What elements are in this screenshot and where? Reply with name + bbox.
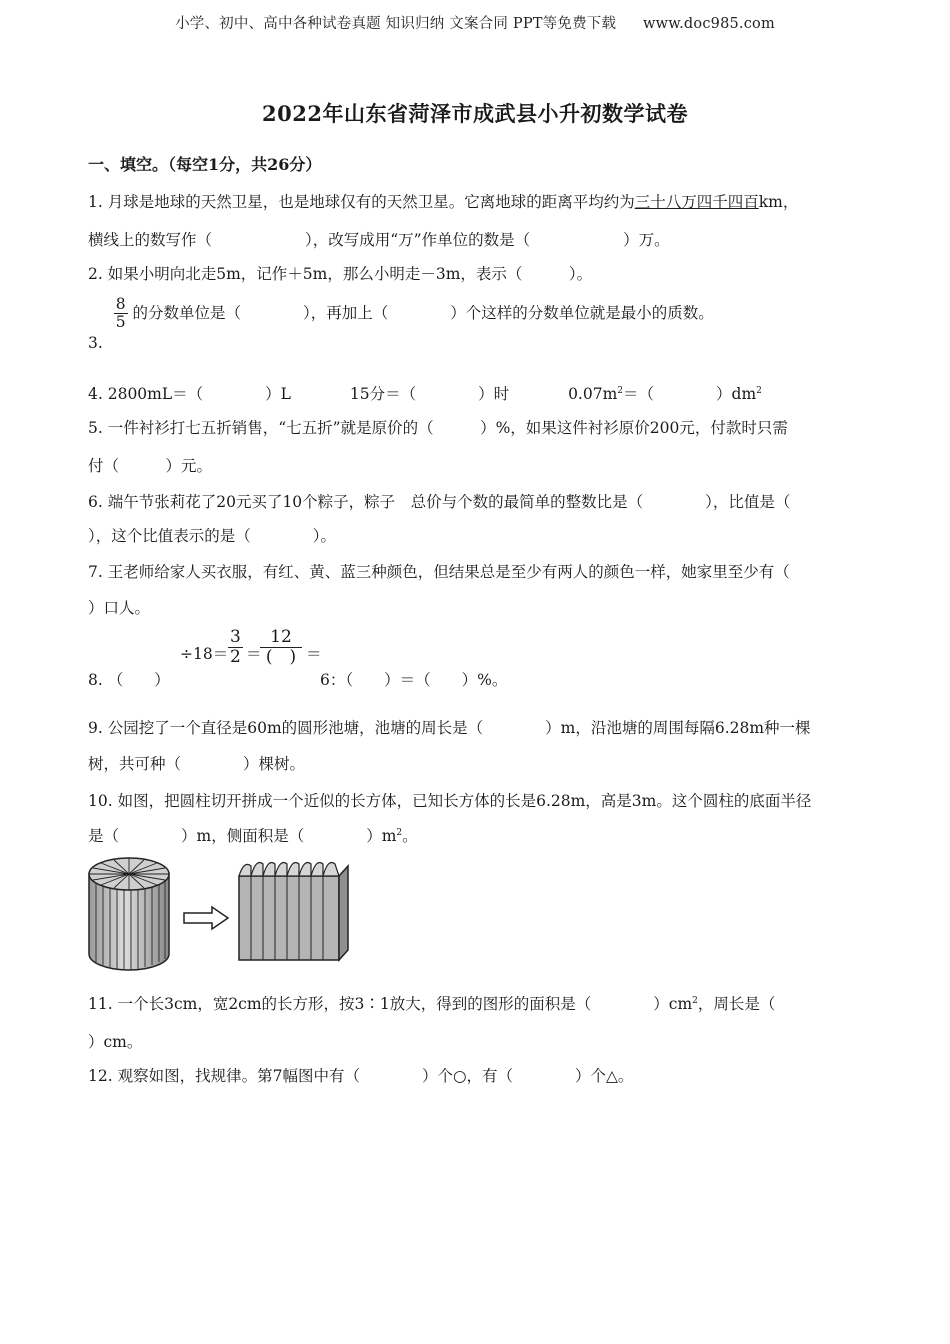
- q3-fraction-denominator: 5: [115, 313, 126, 332]
- q6-line-1: 6. 端午节张莉花了20元买了10个粽子，粽子 总价与个数的最简单的整数比是（ ），比值是（: [88, 493, 791, 511]
- q7-line-1: 7. 王老师给家人买衣服，有红、黄、蓝三种颜色，但结果总是至少有两人的颜色一样，她家里至少有（: [88, 563, 790, 581]
- q12: 12. 观察如图，找规律。第7幅图中有（ ）个○，有（ ）个△。: [88, 1067, 634, 1085]
- q3: [88, 295, 714, 352]
- header-text: 小学、初中、高中各种试卷真题 知识归纳 文案合同 PPT等免费下载: [175, 16, 617, 32]
- q7-line-2: ）口人。: [88, 599, 151, 617]
- q4-part-a: 4. 2800mL＝（ ）L: [88, 385, 291, 403]
- q1-line-2: 横线上的数写作（ ），改写成用“万”作单位的数是（ ）万。: [88, 231, 670, 249]
- q4-part-c: $0.07m^2=$（ ）$dm^2$: [568, 385, 762, 403]
- cuboid-icon: [239, 863, 348, 961]
- q4-part-b: 15分＝（ ）时: [349, 385, 510, 403]
- q8-fraction-1: $\frac{3}{2}$: [230, 627, 241, 667]
- q8-fraction-2: 12 ( ): [260, 628, 302, 666]
- right-arrow-icon: [184, 907, 228, 929]
- q6-line-2: ），这个比值表示的是（ ）。: [88, 527, 337, 545]
- q9-line-2: 树，共可种（ ）棵树。: [88, 755, 306, 773]
- q3-fraction-numerator: 8: [115, 295, 126, 313]
- q8-number: 8. （ ）: [88, 671, 170, 689]
- q8-equals-2: ＝: [306, 645, 322, 663]
- q1-unit: km，: [758, 193, 799, 211]
- q11-line-1: 11. 一个长3cm，宽2cm的长方形，按3∶1放大，得到的图形的面积是（ ）$cm^2$，周长是（: [88, 995, 776, 1013]
- q5-line-2: 付（ ）元。: [88, 457, 213, 475]
- page-header: [0, 12, 950, 33]
- q5-line-1: 5. 一件衬衫打七五折销售，“七五折”就是原价的（ ）%，如果这件衬衫原价200元，付款时只需: [88, 419, 788, 437]
- q10-line-1: 10. 如图，把圆柱切开拼成一个近似的长方体，已知长方体的长是6.28m，高是3m。这个圆柱的底面半径: [88, 792, 812, 810]
- q2: 2. 如果小明向北走5m，记作＋5m，那么小明走－3m，表示（ ）。: [88, 265, 593, 283]
- q8-division: ÷18＝: [180, 645, 229, 663]
- q3-number: 3.: [88, 333, 103, 352]
- cylinder-icon: [89, 858, 169, 970]
- q1-underlined-number: 三十八万四千四百: [634, 193, 759, 211]
- q4: [88, 382, 762, 404]
- q9-line-1: 9. 公园挖了一个直径是60m的圆形池塘，池塘的周长是（ ）m，沿池塘的周围每隔6.28m种一棵: [88, 719, 811, 737]
- q1-text: 1. 月球是地球的天然卫星，也是地球仅有的天然卫星。它离地球的距离平均约为: [88, 193, 635, 211]
- page-title: 2022年山东省菏泽市成武县小升初数学试卷: [262, 101, 688, 126]
- q11-line-2: ）cm。: [88, 1033, 143, 1051]
- q3-fraction: [114, 296, 128, 331]
- cylinder-to-cuboid-figure: [86, 852, 356, 978]
- q3-text: 的分数单位是（ ），再加上（ ）个这样的分数单位就是最小的质数。: [132, 303, 714, 322]
- q10-line-2: 是（ ）m，侧面积是（ ）$m^2$。: [88, 827, 418, 845]
- q8-equals: ＝: [246, 645, 262, 663]
- q1-line-1: [88, 190, 798, 212]
- q8-ratio: 6：（ ）＝（ ）%。: [320, 671, 508, 689]
- header-site[interactable]: www.doc985.com: [642, 16, 775, 32]
- section-heading: 一、填空。（每空1分，共26分）: [88, 155, 322, 174]
